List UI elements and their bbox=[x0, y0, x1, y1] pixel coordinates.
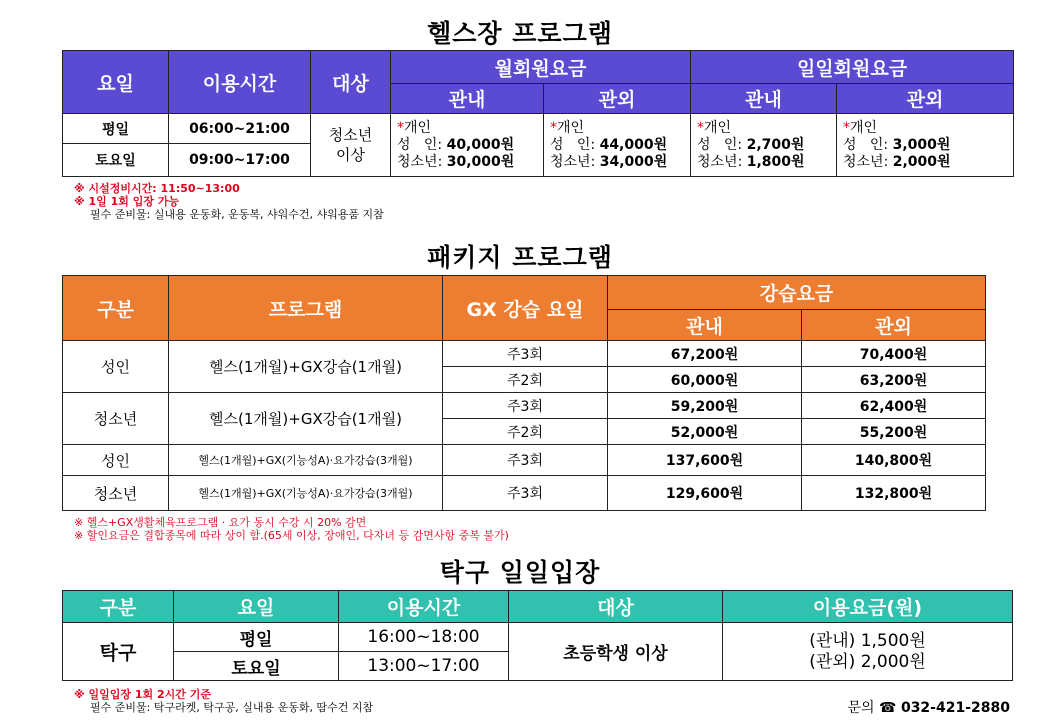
header-fee-in: 관내 bbox=[608, 310, 802, 341]
row-day: 토요일 bbox=[63, 144, 169, 177]
contact-label: 문의 bbox=[847, 700, 875, 716]
fee-in: (관내) 1,500원 bbox=[809, 630, 926, 651]
target-line2: 이상 bbox=[336, 146, 365, 164]
youth-label: 청소년: bbox=[397, 153, 443, 170]
category-cell: 탁구 bbox=[63, 623, 174, 681]
target-line1: 청소년 bbox=[328, 126, 373, 144]
youth-price: 1,800원 bbox=[746, 153, 805, 170]
header-fee: 이용요금(원) bbox=[723, 591, 1013, 623]
header-category: 구분 bbox=[63, 276, 169, 341]
program-cell: 헬스(1개월)+GX(기능성A)·요가강습(3개월) bbox=[169, 445, 443, 476]
supplies-note: 필수 준비물: 탁구라켓, 탁구공, 실내용 운동화, 땀수건 지참 bbox=[90, 701, 374, 714]
health-price-table bbox=[62, 50, 1014, 177]
header-hours: 이용시간 bbox=[339, 591, 509, 623]
note: ※ 1일 1회 입장 가능 bbox=[74, 195, 180, 208]
header-category: 구분 bbox=[63, 591, 174, 623]
fee-in-cell: 52,000원 bbox=[608, 419, 802, 445]
price-daily-out bbox=[837, 114, 1014, 177]
hours-cell: 13:00~17:00 bbox=[339, 652, 509, 681]
youth-price: 2,000원 bbox=[892, 153, 951, 170]
fee-in-cell: 137,600원 bbox=[608, 445, 802, 476]
fee-in-cell: 59,200원 bbox=[608, 393, 802, 419]
phone-number[interactable]: 032-421-2880 bbox=[900, 700, 1010, 716]
phone-icon: ☎ bbox=[879, 700, 897, 716]
hours-cell: 16:00~18:00 bbox=[339, 623, 509, 652]
header-fee: 강습요금 bbox=[608, 276, 986, 310]
fee-out-cell: 55,200원 bbox=[802, 419, 986, 445]
price-type: 개인 bbox=[404, 119, 432, 136]
fee-out-cell: 70,400원 bbox=[802, 341, 986, 367]
price-monthly-out bbox=[544, 114, 691, 177]
youth-label: 청소년: bbox=[550, 153, 596, 170]
health-notes bbox=[74, 182, 384, 221]
fee-out-cell: 132,800원 bbox=[802, 476, 986, 511]
header-daily-out: 관외 bbox=[837, 84, 1014, 114]
header-daily-in: 관내 bbox=[691, 84, 837, 114]
price-daily-in bbox=[691, 114, 837, 177]
pingpong-section-title: 탁구 일일입장 bbox=[439, 558, 601, 587]
adult-label: 성 인: bbox=[550, 136, 596, 153]
fee-out-cell: 140,800원 bbox=[802, 445, 986, 476]
adult-price: 44,000원 bbox=[599, 136, 668, 153]
category-cell: 청소년 bbox=[63, 476, 169, 511]
note: ※ 시설정비시간: 11:50~13:00 bbox=[74, 182, 240, 195]
fee-out: (관외) 2,000원 bbox=[809, 651, 926, 672]
header-target: 대상 bbox=[311, 51, 391, 114]
supplies-note: 필수 준비물: 실내용 운동화, 운동복, 샤워수건, 샤워용품 지참 bbox=[90, 208, 384, 221]
youth-price: 34,000원 bbox=[599, 153, 668, 170]
adult-price: 40,000원 bbox=[446, 136, 515, 153]
pingpong-price-table bbox=[62, 590, 1013, 681]
header-monthly-fee: 월회원요금 bbox=[391, 51, 691, 84]
header-monthly-out: 관외 bbox=[544, 84, 691, 114]
asterisk: * bbox=[697, 119, 704, 136]
package-price-table bbox=[62, 275, 986, 511]
adult-price: 2,700원 bbox=[746, 136, 805, 153]
day-cell: 토요일 bbox=[174, 652, 339, 681]
row-hours: 06:00~21:00 bbox=[169, 114, 311, 144]
header-program: 프로그램 bbox=[169, 276, 443, 341]
fee-cell bbox=[723, 623, 1013, 681]
youth-label: 청소년: bbox=[697, 153, 743, 170]
fee-out-cell: 62,400원 bbox=[802, 393, 986, 419]
header-day: 요일 bbox=[63, 51, 169, 114]
contact-info bbox=[848, 697, 1010, 717]
pingpong-notes bbox=[74, 688, 373, 714]
fee-in-cell: 67,200원 bbox=[608, 341, 802, 367]
days-cell: 주3회 bbox=[443, 393, 608, 419]
header-hours: 이용시간 bbox=[169, 51, 311, 114]
youth-price: 30,000원 bbox=[446, 153, 515, 170]
days-cell: 주3회 bbox=[443, 445, 608, 476]
price-type: 개인 bbox=[704, 119, 732, 136]
header-target: 대상 bbox=[509, 591, 723, 623]
package-section-title: 패키지 프로그램 bbox=[427, 243, 613, 272]
adult-label: 성 인: bbox=[843, 136, 889, 153]
youth-label: 청소년: bbox=[843, 153, 889, 170]
price-type: 개인 bbox=[557, 119, 585, 136]
note: ※ 일일입장 1회 2시간 기준 bbox=[74, 688, 211, 701]
target-cell: 초등학생 이상 bbox=[509, 623, 723, 681]
fee-in-cell: 129,600원 bbox=[608, 476, 802, 511]
category-cell: 성인 bbox=[63, 445, 169, 476]
category-cell: 청소년 bbox=[63, 393, 169, 445]
row-hours: 09:00~17:00 bbox=[169, 144, 311, 177]
fee-out-cell: 63,200원 bbox=[802, 367, 986, 393]
header-monthly-in: 관내 bbox=[391, 84, 544, 114]
day-cell: 평일 bbox=[174, 623, 339, 652]
health-section-title: 헬스장 프로그램 bbox=[427, 19, 613, 48]
header-day: 요일 bbox=[174, 591, 339, 623]
header-daily-fee: 일일회원요금 bbox=[691, 51, 1014, 84]
asterisk: * bbox=[550, 119, 557, 136]
adult-price: 3,000원 bbox=[892, 136, 951, 153]
days-cell: 주2회 bbox=[443, 419, 608, 445]
note: ※ 헬스+GX생활체육프로그램 · 요가 동시 수강 시 20% 감면 bbox=[74, 516, 367, 529]
program-cell: 헬스(1개월)+GX강습(1개월) bbox=[169, 341, 443, 393]
adult-label: 성 인: bbox=[397, 136, 443, 153]
fee-in-cell: 60,000원 bbox=[608, 367, 802, 393]
package-notes bbox=[74, 516, 509, 542]
price-monthly-in bbox=[391, 114, 544, 177]
program-cell: 헬스(1개월)+GX강습(1개월) bbox=[169, 393, 443, 445]
adult-label: 성 인: bbox=[697, 136, 743, 153]
asterisk: * bbox=[397, 119, 404, 136]
header-gx-days: GX 강습 요일 bbox=[443, 276, 608, 341]
category-cell: 성인 bbox=[63, 341, 169, 393]
note: ※ 할인요금은 결합종목에 따라 상이 함.(65세 이상, 장애인, 다자녀 등 감면사항 중복 불가) bbox=[74, 529, 509, 542]
days-cell: 주3회 bbox=[443, 476, 608, 511]
days-cell: 주3회 bbox=[443, 341, 608, 367]
program-cell: 헬스(1개월)+GX(기능성A)·요가강습(3개월) bbox=[169, 476, 443, 511]
row-day: 평일 bbox=[63, 114, 169, 144]
header-fee-out: 관외 bbox=[802, 310, 986, 341]
price-type: 개인 bbox=[850, 119, 878, 136]
target-cell bbox=[311, 114, 391, 177]
days-cell: 주2회 bbox=[443, 367, 608, 393]
asterisk: * bbox=[843, 119, 850, 136]
